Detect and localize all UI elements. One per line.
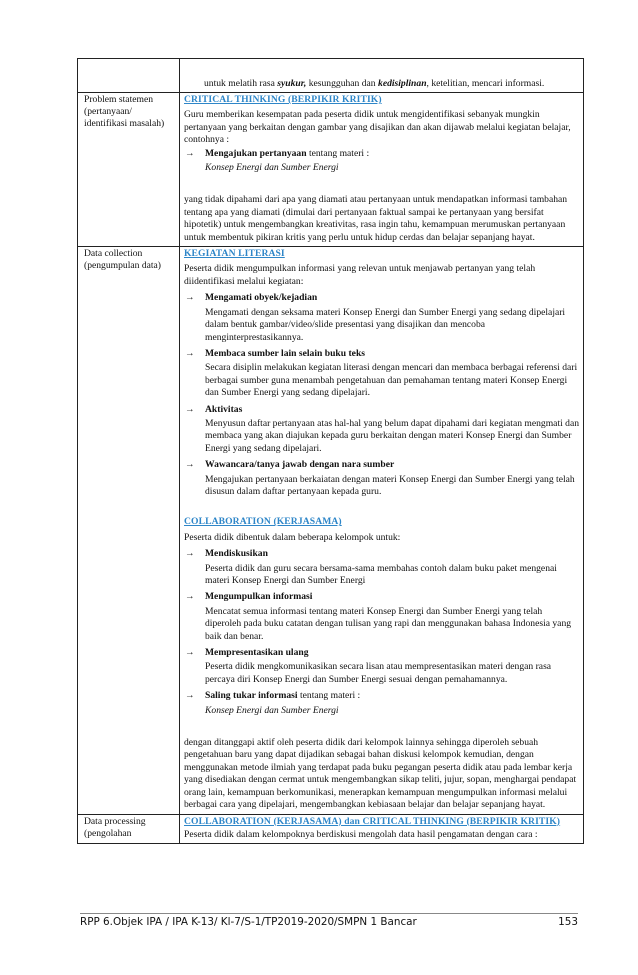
problem-content-cell <box>180 93 584 247</box>
list-item-desc: Mengajukan pertanyaan berkaiatan dengan materi Konsep Energi dan Sumber Energi yang telah disusun dalam daftar pertanyaan kepada guru. <box>205 473 575 497</box>
page-footer <box>80 913 578 930</box>
arrow-icon: → <box>185 459 195 471</box>
list-item-title: Aktivitas <box>205 403 243 415</box>
collection-row <box>78 247 584 814</box>
processing-heading: COLLABORATION (KERJASAMA) dan CRITICAL THINKING (BERPIKIR KRITIK) <box>184 815 561 827</box>
top-text-post: , ketelitian, mencari informasi. <box>426 77 545 89</box>
top-text-bold2: kedisiplinan <box>378 77 427 89</box>
arrow-icon: → <box>185 403 195 415</box>
collection-label: Data collection (pengumpulan data) <box>78 247 180 814</box>
list-item <box>184 404 580 416</box>
problem-closing: yang tidak dipahami dari apa yang diamati atau pertanyaan untuk mendapatkan informasi tambahan tentang apa yang diamati (dimulai dari pertanyaan faktual sampai ke pertanyaan yang bersifat hipotetik) untuk mengembangkan kreativitas, rasa ingin tahu, kemampuan merumuskan pertanyaan untuk membentuk pikiran kritis yang perlu untuk hidup cerdas dan belajar sepanjang hayat. <box>184 194 568 243</box>
list-item <box>184 690 580 702</box>
processing-row <box>78 814 584 844</box>
problem-item-title: Mengajukan pertanyaan <box>205 147 307 159</box>
arrow-icon: → <box>185 147 195 159</box>
literasi-intro: Peserta didik mengumpulkan informasi yang relevan untuk menjawab pertanyan yang telah diidentifikasi melalui kegiatan: <box>184 263 536 287</box>
list-item-desc: Mencatat semua informasi tentang materi Konsep Energi dan Sumber Energi yang telah diperoleh pada buku catatan dengan tulisan yang rapi dan menggunakan bahasa Indonesia yang baik dan benar. <box>205 605 572 642</box>
collection-content-cell <box>180 247 584 814</box>
processing-content-cell <box>180 814 584 844</box>
collection-closing: dengan ditanggapi aktif oleh peserta didik dari kelompok lainnya sehingga diperoleh sebuah pengetahuan baru yang dapat dijadikan sebagai bahan diskusi kelompok kemudian, dengan menggunakan metode ilmiah yang terdapat pada buku pegangan peserta didik atau pada lembar kerja yang disediakan dengan cermat untuk mengembangkan sikap teliti, jujur, sopan, menghargai pendapat orang lain, kemampuan berkomunikasi, menerapkan kemampuan mengumpulkan informasi melalui berbagai cara yang dipelajari, mengembangkan kebiasaan belajar dan belajar sepanjang hayat. <box>184 737 577 811</box>
problem-row <box>78 93 584 247</box>
list-item <box>184 459 580 471</box>
list-item-title: Wawancara/tanya jawab dengan nara sumber <box>205 459 395 471</box>
list-item-desc: Mengamati dengan seksama materi Konsep Energi dan Sumber Energi yang sedang dipelajari dalam bentuk gambar/video/slide presentasi yang disajikan dan mencoba menginterprestasikannya. <box>205 306 566 343</box>
page-number: 153 <box>558 916 578 928</box>
list-item-title: Membaca sumber lain selain buku teks <box>205 347 366 359</box>
problem-topic: Konsep Energi dan Sumber Energi <box>205 162 339 174</box>
list-item-title: Saling tukar informasi <box>205 690 298 702</box>
top-text-bold1: syukur, <box>277 77 307 89</box>
collaboration-heading: COLLABORATION (KERJASAMA) <box>184 516 342 528</box>
collection-topic: Konsep Energi dan Sumber Energi <box>205 704 339 716</box>
arrow-icon: → <box>185 347 195 359</box>
continuation-label-cell <box>78 59 180 93</box>
list-item-rest: tentang materi : <box>297 690 361 702</box>
list-item-title: Mengumpulkan informasi <box>205 591 313 603</box>
arrow-icon: → <box>185 548 195 560</box>
list-item-title: Mengamati obyek/kejadian <box>205 292 318 304</box>
list-item <box>184 292 580 304</box>
list-item <box>184 548 580 560</box>
list-item-title: Mempresentasikan ulang <box>205 647 309 659</box>
page <box>77 58 584 844</box>
continuation-content-cell <box>180 59 584 93</box>
collaboration-intro: Peserta didik dibentuk dalam beberapa kelompok untuk: <box>184 531 401 543</box>
list-item <box>184 591 580 603</box>
processing-intro: Peserta didik dalam kelompoknya berdiskusi mengolah data hasil pengamatan dengan cara : <box>184 828 538 840</box>
processing-label: Data processing (pengolahan <box>78 814 180 844</box>
list-item-desc: Menyusun daftar pertanyaan atas hal-hal yang belum dapat dipahami dari kegiatan mengmati dan membaca yang akan diajukan kepada guru berkaitan dengan materi Konsep Energi dan Sumber Energi yang sedang dipelajari. <box>205 417 580 454</box>
problem-label: Problem statemen (pertanyaan/ identifikasi masalah) <box>78 93 180 247</box>
list-item-desc: Peserta didik mengkomunikasikan secara lisan atau mempresentasikan materi dengan rasa percaya diri Konsep Energi dan Sumber Energi sesuai dengan pemahamannya. <box>205 661 552 685</box>
top-text-pre: untuk melatih rasa <box>204 77 278 89</box>
list-item <box>184 348 580 360</box>
list-item <box>184 647 580 659</box>
continuation-row <box>78 59 584 93</box>
arrow-icon: → <box>185 647 195 659</box>
list-item-title: Mendiskusikan <box>205 548 268 560</box>
literasi-heading: KEGIATAN LITERASI <box>184 248 285 260</box>
problem-heading: CRITICAL THINKING (BERPIKIR KRITIK) <box>184 94 382 105</box>
list-item-desc: Secara disiplin melakukan kegiatan literasi dengan mencari dan membaca berbagai referensi dari berbagai sumber guna menambah pengetahuan dan pemahaman tentang materi Konsep Energi dan Sumber Energi yang sedang dipelajari. <box>205 362 578 399</box>
arrow-icon: → <box>185 690 195 702</box>
problem-item <box>184 148 580 160</box>
arrow-icon: → <box>185 591 195 603</box>
rpp-table <box>77 58 584 844</box>
arrow-icon: → <box>185 292 195 304</box>
top-text-mid: kesungguhan dan <box>306 77 379 89</box>
problem-item-rest: tentang materi : <box>306 147 370 159</box>
problem-intro: Guru memberikan kesempatan pada peserta didik untuk mengidentifikasi sebanyak mungkin pertanyaan yang berkaitan dengan gambar yang disajikan dan akan dijawab melalui kegiatan belajar, contohnya : <box>184 109 571 146</box>
footer-text: RPP 6.Objek IPA / IPA K-13/ Kl-7/S-1/TP2019-2020/SMPN 1 Bancar <box>80 916 417 928</box>
list-item-desc: Peserta didik dan guru secara bersama-sama membahas contoh dalam buku paket mengenai materi Konsep Energi dan Sumber Energi <box>205 562 557 586</box>
